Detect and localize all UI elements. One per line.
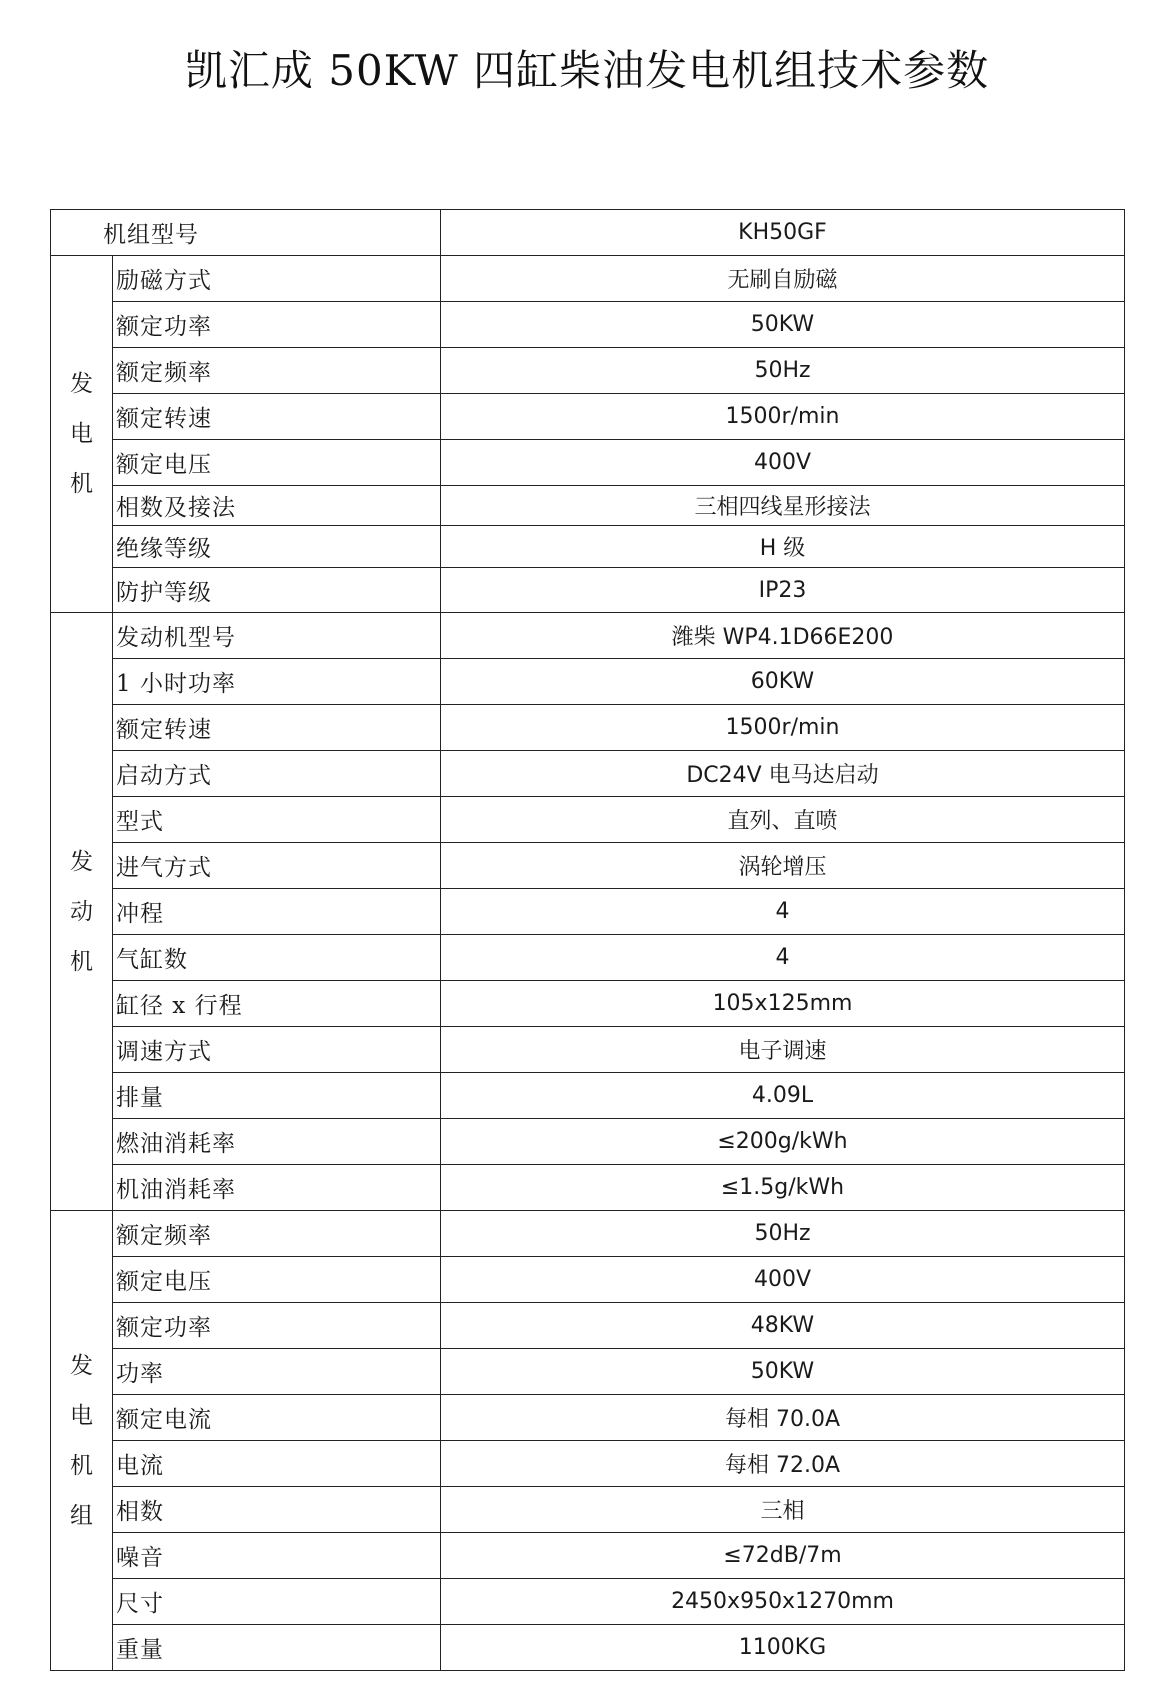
param-label: 相数 <box>113 1487 441 1533</box>
spec-row <box>51 751 1125 797</box>
param-label: 额定电流 <box>113 1395 441 1441</box>
param-label: 重量 <box>113 1625 441 1671</box>
spec-row <box>51 889 1125 935</box>
spec-row <box>51 1257 1125 1303</box>
param-value: 4 <box>441 935 1125 981</box>
spec-row <box>51 348 1125 394</box>
param-value: 潍柴 WP4.1D66E200 <box>441 613 1125 659</box>
param-value: 400V <box>441 440 1125 486</box>
spec-row <box>51 486 1125 526</box>
spec-row <box>51 613 1125 659</box>
param-label: 尺寸 <box>113 1579 441 1625</box>
param-value: 1100KG <box>441 1625 1125 1671</box>
param-label: 电流 <box>113 1441 441 1487</box>
param-label: 缸径 x 行程 <box>113 981 441 1027</box>
param-value: ≤1.5g/kWh <box>441 1165 1125 1211</box>
param-label: 启动方式 <box>113 751 441 797</box>
param-value: 48KW <box>441 1303 1125 1349</box>
param-value: 三相 <box>441 1487 1125 1533</box>
spec-row <box>51 1303 1125 1349</box>
group-label-char: 机 <box>70 1452 93 1479</box>
param-value: IP23 <box>441 568 1125 613</box>
param-label: 额定频率 <box>113 1211 441 1257</box>
group-label-char: 发 <box>70 371 93 397</box>
param-value: 电子调速 <box>441 1027 1125 1073</box>
spec-row <box>51 659 1125 705</box>
group-label-char: 电 <box>70 421 93 447</box>
spec-row <box>51 705 1125 751</box>
param-label: 绝缘等级 <box>113 526 441 568</box>
param-value: DC24V 电马达启动 <box>441 751 1125 797</box>
param-value: 4.09L <box>441 1073 1125 1119</box>
spec-row <box>51 1165 1125 1211</box>
param-label: 额定转速 <box>113 705 441 751</box>
model-row <box>51 210 1125 256</box>
param-value: ≤72dB/7m <box>441 1533 1125 1579</box>
spec-row <box>51 256 1125 302</box>
param-label: 1 小时功率 <box>113 659 441 705</box>
model-value: KH50GF <box>441 210 1125 256</box>
model-label: 机组型号 <box>51 210 441 256</box>
spec-row <box>51 981 1125 1027</box>
param-label: 冲程 <box>113 889 441 935</box>
spec-row <box>51 526 1125 568</box>
spec-row <box>51 394 1125 440</box>
param-value: H 级 <box>441 526 1125 568</box>
spec-row <box>51 1211 1125 1257</box>
param-value: 1500r/min <box>441 705 1125 751</box>
spec-row <box>51 843 1125 889</box>
spec-row <box>51 1349 1125 1395</box>
spec-row <box>51 440 1125 486</box>
param-label: 励磁方式 <box>113 256 441 302</box>
param-label: 额定频率 <box>113 348 441 394</box>
spec-table <box>50 209 1125 1671</box>
param-label: 额定电压 <box>113 440 441 486</box>
param-value: 直列、直喷 <box>441 797 1125 843</box>
param-label: 型式 <box>113 797 441 843</box>
param-value: 50KW <box>441 302 1125 348</box>
group-label-char: 发 <box>70 1352 93 1379</box>
param-value: 1500r/min <box>441 394 1125 440</box>
param-label: 进气方式 <box>113 843 441 889</box>
param-value: ≤200g/kWh <box>441 1119 1125 1165</box>
param-label: 发动机型号 <box>113 613 441 659</box>
param-label: 排量 <box>113 1073 441 1119</box>
group-label-char: 动 <box>70 898 93 925</box>
param-value: 每相 70.0A <box>441 1395 1125 1441</box>
param-value: 每相 72.0A <box>441 1441 1125 1487</box>
spec-row <box>51 1441 1125 1487</box>
param-label: 额定电压 <box>113 1257 441 1303</box>
spec-row <box>51 1395 1125 1441</box>
param-label: 噪音 <box>113 1533 441 1579</box>
param-value: 三相四线星形接法 <box>441 486 1125 526</box>
group-label <box>51 613 113 1211</box>
spec-row <box>51 935 1125 981</box>
param-label: 机油消耗率 <box>113 1165 441 1211</box>
page-title: 凯汇成 50KW 四缸柴油发电机组技术参数 <box>184 46 990 95</box>
param-label: 额定转速 <box>113 394 441 440</box>
param-label: 气缸数 <box>113 935 441 981</box>
param-value: 无刷自励磁 <box>441 256 1125 302</box>
spec-row <box>51 1119 1125 1165</box>
param-label: 功率 <box>113 1349 441 1395</box>
param-label: 调速方式 <box>113 1027 441 1073</box>
param-value: 4 <box>441 889 1125 935</box>
spec-row <box>51 302 1125 348</box>
param-label: 额定功率 <box>113 302 441 348</box>
param-label: 燃油消耗率 <box>113 1119 441 1165</box>
spec-row <box>51 1027 1125 1073</box>
param-label: 防护等级 <box>113 568 441 613</box>
group-label-char: 机 <box>70 948 93 975</box>
param-value: 60KW <box>441 659 1125 705</box>
param-value: 2450x950x1270mm <box>441 1579 1125 1625</box>
group-label-char: 发 <box>70 848 93 875</box>
spec-row <box>51 1073 1125 1119</box>
param-value: 50Hz <box>441 348 1125 394</box>
group-label-char: 电 <box>70 1402 93 1429</box>
group-label-char: 机 <box>70 471 93 497</box>
spec-row <box>51 797 1125 843</box>
spec-row <box>51 1579 1125 1625</box>
param-label: 相数及接法 <box>113 486 441 526</box>
param-value: 400V <box>441 1257 1125 1303</box>
param-value: 50Hz <box>441 1211 1125 1257</box>
param-label: 额定功率 <box>113 1303 441 1349</box>
spec-row <box>51 1487 1125 1533</box>
param-value: 涡轮增压 <box>441 843 1125 889</box>
spec-row <box>51 1533 1125 1579</box>
spec-row <box>51 1625 1125 1671</box>
group-label <box>51 1211 113 1671</box>
group-label-char: 组 <box>70 1502 93 1529</box>
param-value: 50KW <box>441 1349 1125 1395</box>
spec-row <box>51 568 1125 613</box>
param-value: 105x125mm <box>441 981 1125 1027</box>
group-label <box>51 256 113 613</box>
